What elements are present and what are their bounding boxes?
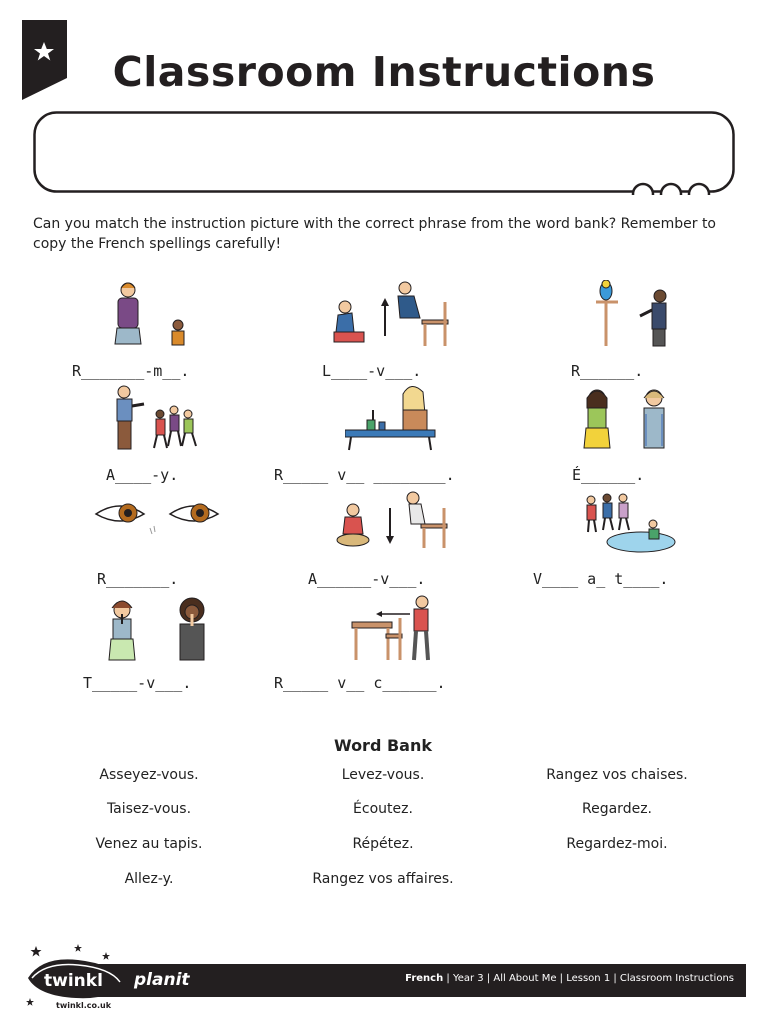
child-tidying-desk-icon [345,384,437,452]
name-box [33,111,735,195]
children-going-to-carpet-icon [583,490,679,554]
word-bank-item: Venez au tapis. [95,836,203,852]
exercise-blank-5: R_____ v__ ________. [274,466,455,484]
word-bank-item: Levez-vous. [341,767,425,783]
child-sitting-down-icon [333,490,451,550]
footer [22,964,746,1010]
exercise-blank-2: L____-v___. [322,362,422,380]
exercise-blank-3: R______. [571,362,644,380]
word-bank-item: Regardez. [582,801,652,817]
twinkl-logo [22,938,134,1010]
twinkl-logo-text: twinkl [44,971,103,991]
word-bank-item: Rangez vos chaises. [546,767,688,783]
word-bank-item: Allez-y. [124,871,174,887]
eyes-looking-icon [92,496,224,540]
exercise-blank-6: É______. [572,466,645,484]
twinkl-url: twinkl.co.uk [56,1001,112,1010]
child-standing-up-from-chair-icon [330,280,452,348]
teacher-and-child-icon [112,280,192,348]
word-bank-item: Rangez vos affaires. [312,871,454,887]
exercise-blank-4: A____-y. [106,466,179,484]
word-bank-item: Répétez. [352,836,414,852]
footer-breadcrumb [405,973,734,984]
children-quiet-icon [106,594,216,662]
word-bank-title: Word Bank [333,736,432,755]
exercise-blank-10: T_____-v___. [83,674,192,692]
children-listening-icon [582,384,672,452]
exercise-blank-7: R_______. [97,570,179,588]
word-bank-item: Écoutez. [353,801,413,817]
planit-logo: planit [134,970,190,990]
teacher-sending-children-icon [112,384,202,452]
footer-path: | Year 3 | All About Me | Lesson 1 | Classroom Instructions [443,973,734,984]
word-bank-item: Regardez-moi. [566,836,668,852]
instructions-text: Can you match the instruction picture with the correct phrase from the word bank? Remember to copy the French spellings carefully! [33,216,716,252]
word-bank-item: Asseyez-vous. [99,767,199,783]
page-title: Classroom Instructions [112,48,656,96]
word-bank-item: Taisez-vous. [106,801,192,817]
exercise-blank-11: R_____ v__ c______. [274,674,446,692]
parrot-and-child-icon [590,280,670,348]
exercise-blank-1: R_______-m__. [72,362,190,380]
exercise-blank-9: V____ a_ t____. [533,570,669,588]
footer-bar [92,964,746,997]
child-pushing-chair-icon [350,594,434,662]
exercise-blank-8: A______-v___. [308,570,426,588]
footer-subject: French [405,973,444,984]
